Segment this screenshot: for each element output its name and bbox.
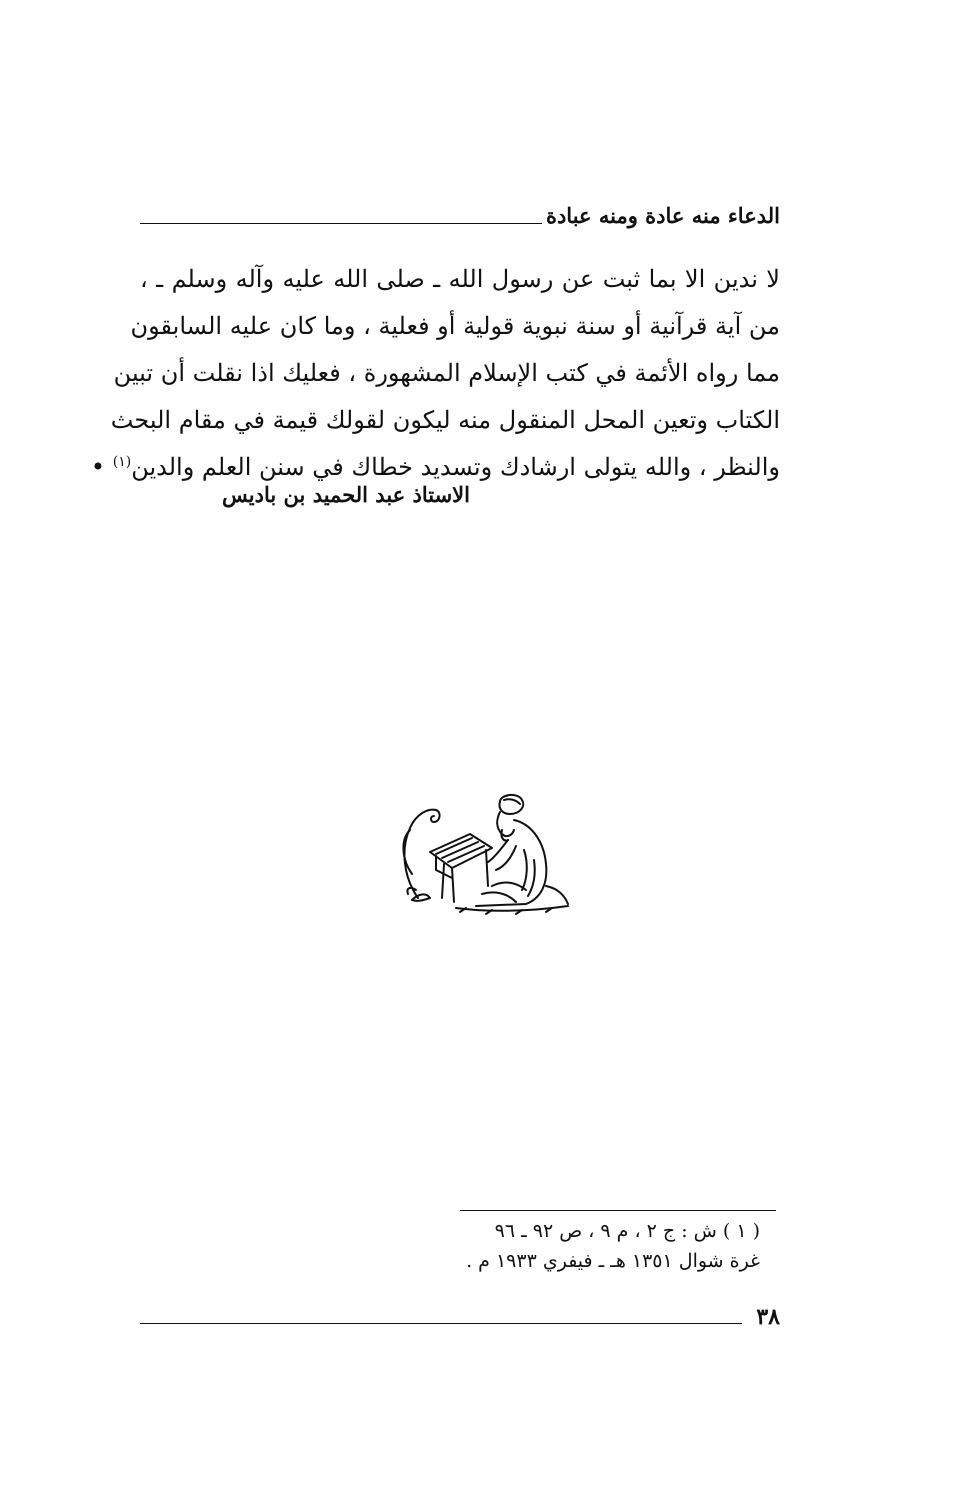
footnote-marker: (١)	[112, 454, 132, 470]
running-header	[140, 198, 780, 230]
scholar-reading-icon	[396, 790, 576, 915]
body-line: والنظر ، والله يتولى ارشادك وتسديد خطاك في سنن العلم والدين	[131, 453, 780, 481]
footnote-line: ( ١ ) ش : ج ٢ ، م ٩ ، ص ٩٢ ـ ٩٦	[494, 1220, 760, 1242]
author-signature: الاستاذ عبد الحميد بن باديس	[222, 482, 470, 507]
footnote-line: غرة شوال ١٣٥١ هـ ـ فيفري ١٩٣٣ م .	[466, 1250, 760, 1272]
header-rule	[140, 223, 542, 224]
body-paragraph	[90, 256, 780, 491]
footnotes	[240, 1216, 760, 1276]
page-footer	[140, 1300, 780, 1332]
body-line: الكتاب وتعين المحل المنقول منه ليكون لقولك قيمة في مقام البحث	[110, 406, 780, 434]
footer-rule	[140, 1323, 742, 1324]
body-line: مما رواه الأئمة في كتب الإسلام المشهورة ، فعليك اذا نقلت أن تبين	[113, 359, 780, 387]
page-number: ٣٨	[756, 1304, 780, 1330]
body-line: لا ندين الا بما ثبت عن رسول الله ـ صلى الله عليه وآله وسلم ـ ،	[140, 265, 780, 293]
header-title: الدعاء منه عادة ومنه عبادة	[545, 203, 780, 228]
footnote-rule	[460, 1210, 776, 1211]
end-mark: •	[90, 453, 106, 481]
body-line: من آية قرآنية أو سنة نبوية قولية أو فعلية ، وما كان عليه السابقون	[130, 312, 780, 340]
